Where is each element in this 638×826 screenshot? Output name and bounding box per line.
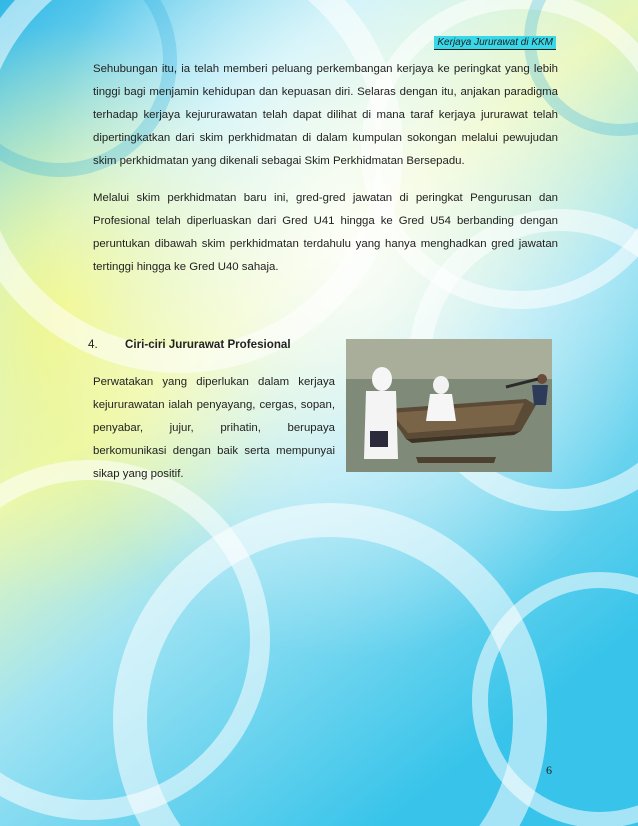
paragraph-2: Melalui skim perkhidmatan baru ini, gred-gred jawatan di peringkat Pengurusan dan Profesional telah diperluaskan dari Gred U41 hingga ke Gred U54 berbanding dengan peruntukan dibawah skim perkhidmatan terdahulu yang hanya menghadkan gred jawatan tertinggi hingga ke Gred U40 sahaja. <box>93 192 558 273</box>
paragraph-1: Sehubungan itu, ia telah memberi peluang perkembangan kerjaya ke peringkat yang lebih tinggi bagi menjamin kehidupan dan kepuasan diri. Selaras dengan itu, anjakan paradigma terhadap kerjaya kejururawatan telah dapat dilihat di mana taraf kerjaya jururawat telah dipertingkatkan dari skim perkhidmatan di dalam kumpulan sokongan melalui pewujudan skim perkhidmatan yang dikenali sebagai Skim Perkhidmatan Bersepadu. <box>93 63 558 167</box>
page-number: 6 <box>546 763 552 777</box>
section-number: 4. <box>88 338 98 351</box>
section-title: Ciri-ciri Jururawat Profesional <box>125 338 291 351</box>
body-text <box>93 58 558 279</box>
nurses-boat-photo <box>346 339 552 472</box>
section-body: Perwatakan yang diperlukan dalam kerjaya kejururawatan ialah penyayang, cergas, sopan, penyabar, jujur, prihatin, berupaya berkomunikasi dengan baik serta mempunyai sikap yang positif. <box>93 376 335 480</box>
header-title: Kerjaya Jururawat di KKM <box>434 36 556 50</box>
